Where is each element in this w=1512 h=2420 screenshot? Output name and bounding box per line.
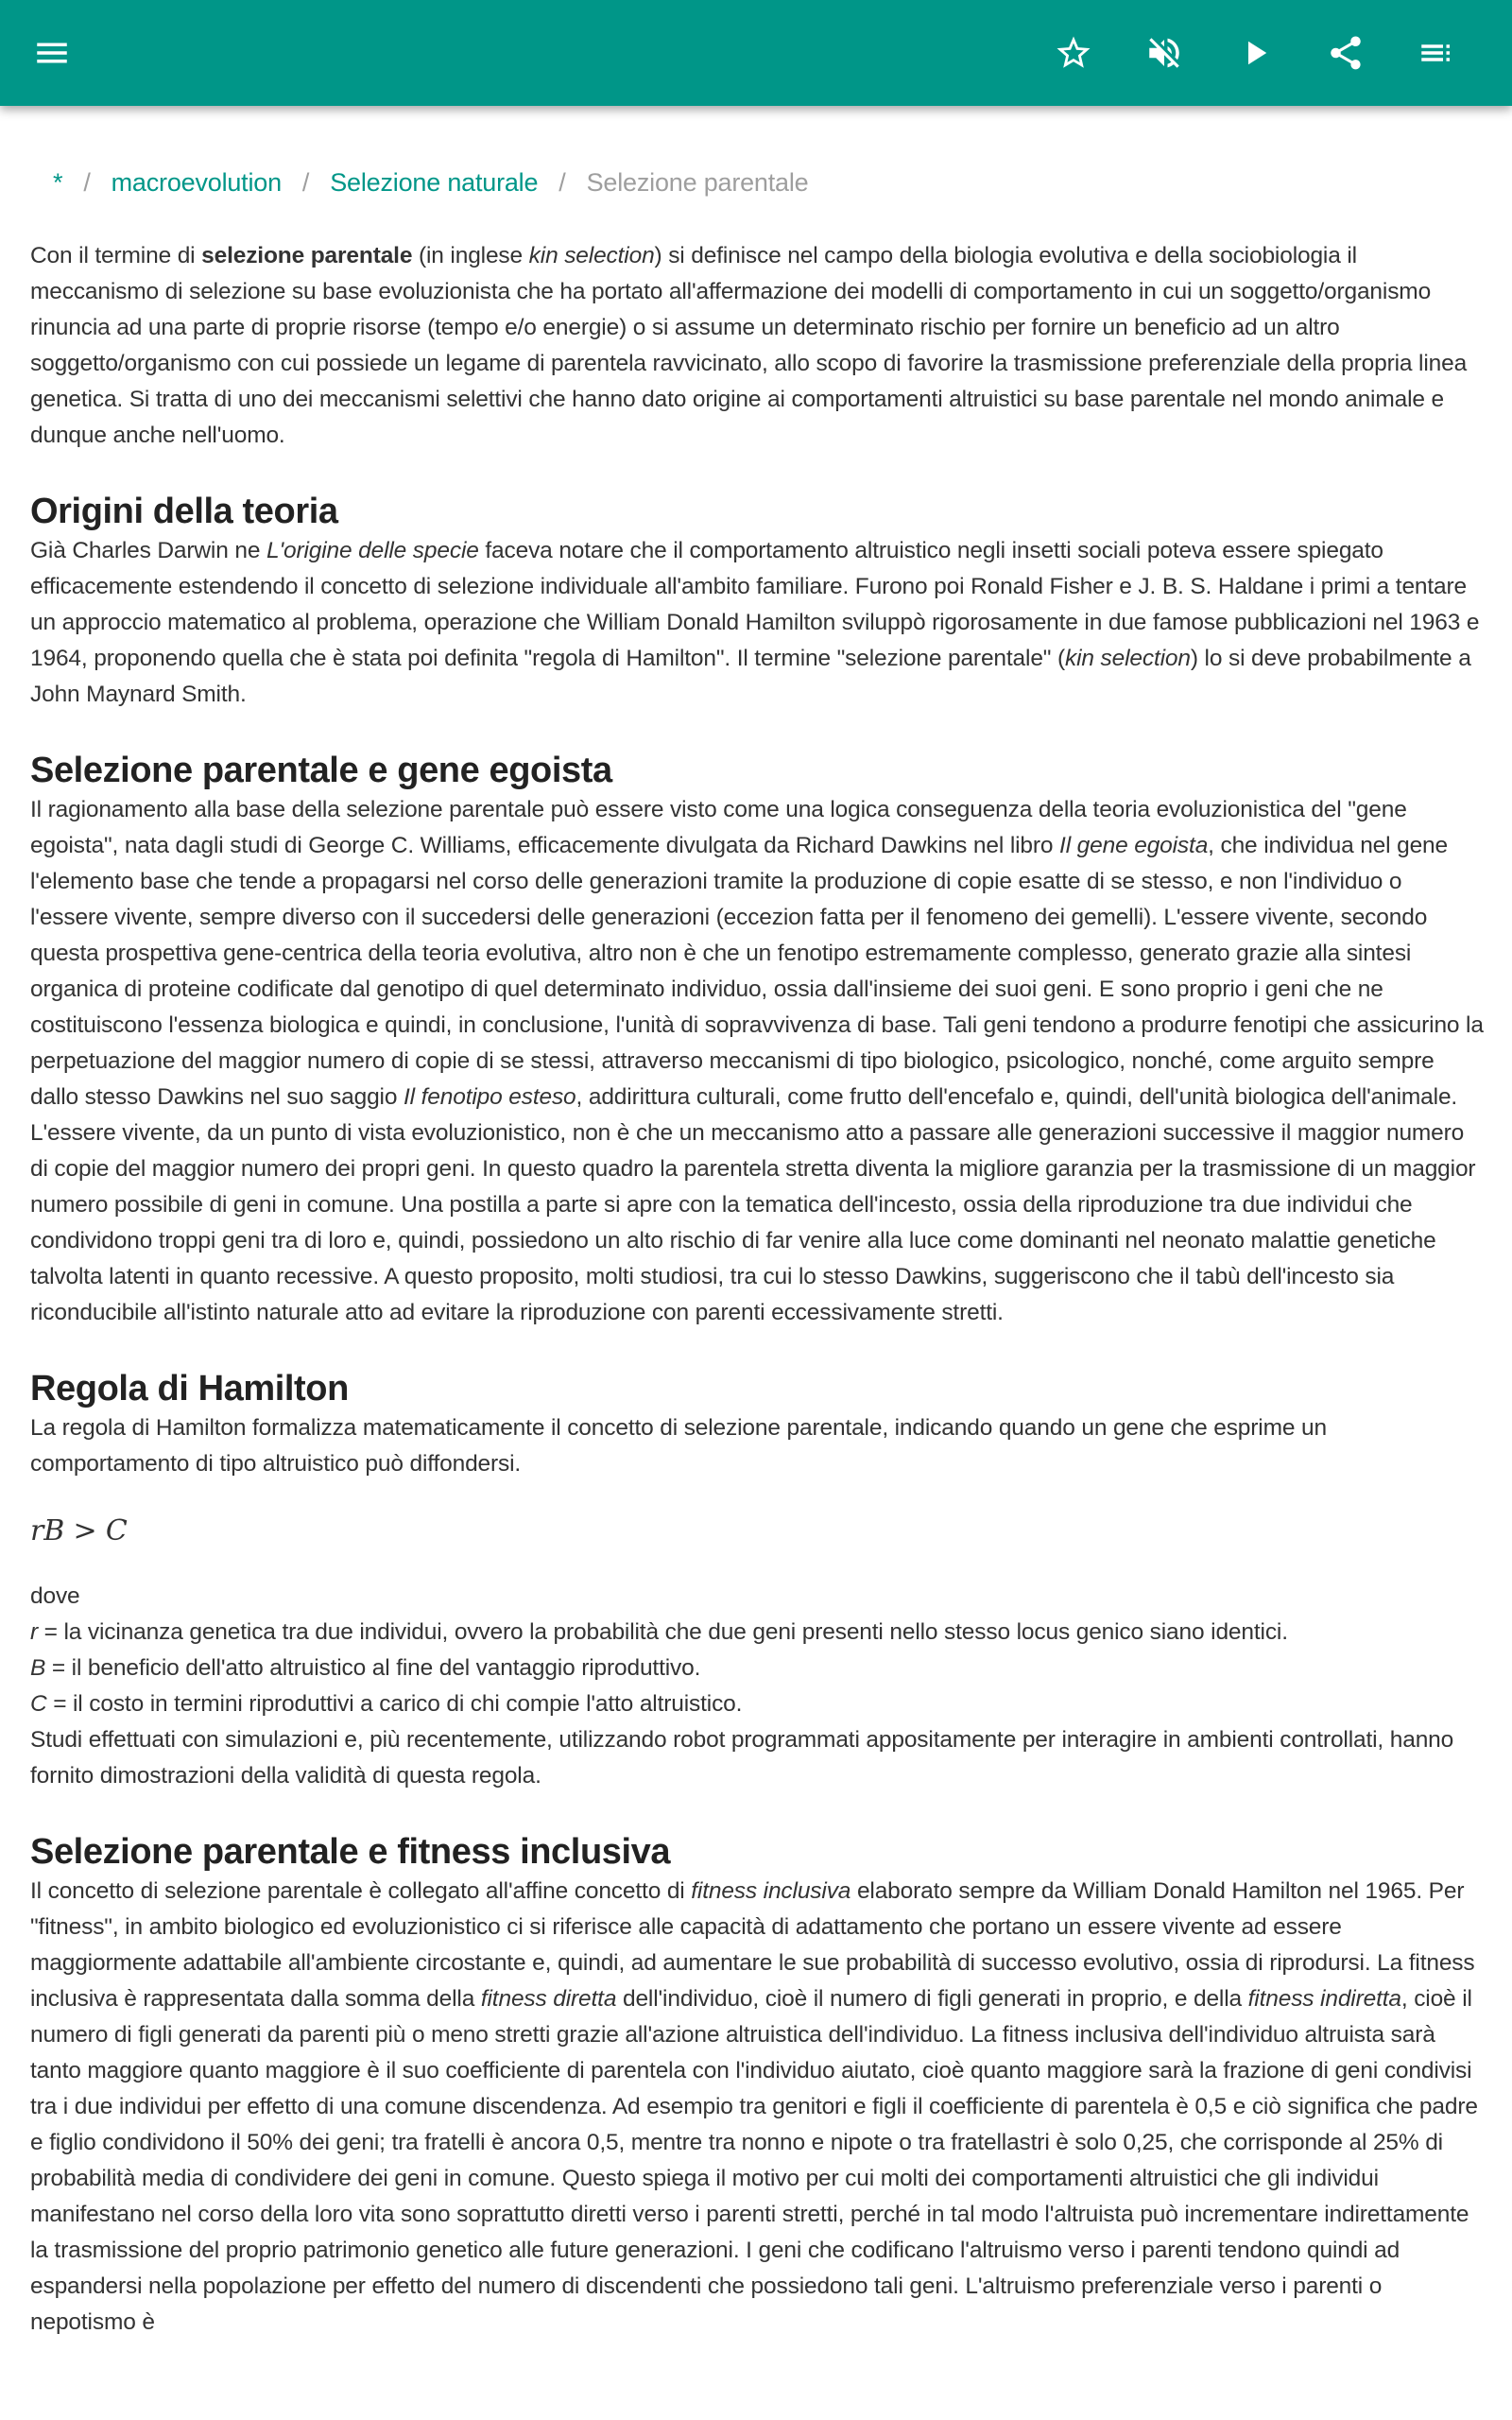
definition-symbol: C [30,1691,47,1717]
italic-term: fitness diretta [480,1986,617,2012]
italic-term: kin selection [1065,646,1191,671]
breadcrumb-current: Selezione parentale [586,168,809,197]
italic-term: Il gene egoista [1059,833,1209,858]
section-paragraph [30,792,1486,1331]
text: ) si definisce nel campo della biologia evolutiva e della sociobiologia il meccanismo di selezione su base evoluzionista che ha portato all'affermazione dei modelli di comportamento in cui un soggetto/organismo rinuncia ad una parte di proprie risorse (tempo e/o energie) o si assume un determinato rischio per fornire un beneficio ad un altro soggetto/organismo con cui possiede un legame di parentela ravvicinato, allo scopo di favorire la trasmissione preferenziale della propria linea genetica. Si tratta di uno dei meccanismi selettivi che hanno dato origine ai comportamenti altruistici su base parentale nel mondo animale e dunque anche nell'uomo. [30,243,1468,448]
italic-term: Il fenotipo esteso [404,1084,576,1110]
section-origini [30,490,1486,713]
definition-symbol: B [30,1655,46,1681]
text: Con il termine di [30,243,202,268]
formula-rhs: C [105,1514,128,1547]
section-paragraph: La regola di Hamilton formalizza matematicamente il concetto di selezione parentale, indicando quando un gene che esprime un comportamento di tipo altruistico può diffondersi. [30,1415,1327,1477]
italic-term: kin selection [528,243,655,268]
definition-item [30,1686,1486,1722]
text: , addirittura culturali, come frutto dell'encefalo e, quindi, dell'unità biologica dell'animale. L'essere vivente, da un punto di vista evoluzionistico, non è che un meccanismo atto a passare alle generazioni successive il maggior numero di copie del maggior numero dei propri geni. In questo quadro la parentela stretta diventa la migliore garanzia per la trasmissione di un maggior numero possibile di geni in comune. Una postilla a parte si apre con la tematica dell'incesto, ossia della riproduzione tra due individui che condividono troppi geni tra di loro e, quindi, possiedono un alto rischio di far venire alla luce come dominanti nel neonato malattie genetiche talvolta latenti in quanto recessive. A questo proposito, molti studiosi, tra cui lo stesso Dawkins, suggeriscono che il tabù dell'incesto sia riconducibile all'istinto naturale atto ad evitare la riproduzione con parenti eccessivamente stretti. [30,1084,1476,1325]
breadcrumb-separator: / [83,168,91,197]
section-paragraph [30,533,1486,713]
definition-symbol: r [30,1619,39,1645]
volume-off-icon[interactable] [1138,26,1191,79]
text: Il ragionamento alla base della selezione parentale può essere visto come una logica conseguenza della teoria evoluzionistica del "gene egoista", nata dagli studi di George C. Williams, efficacemente divulgata da Richard Dawkins nel libro [30,797,1407,858]
text: ) lo si deve probabilmente a John Maynard Smith. [30,646,1471,707]
breadcrumb-separator: / [301,168,310,197]
text: elaborato sempre da William Donald Hamilton nel 1965. Per "fitness", in ambito biologico ed evoluzionistico ci si riferisce alle capacità di adattamento che portano un essere vivente ad essere maggiormente adattabile all'ambiente circostante e, quindi, ad aumentare le sue probabilità di successo evolutivo, ossia di riprodursi. La fitness inclusiva è rappresentata dalla somma della [30,1878,1475,2012]
section-heading: Selezione parentale e fitness inclusiva [30,1832,671,1872]
share-icon[interactable] [1319,26,1372,79]
section-regola-hamilton [30,1367,1486,1794]
app-bar [0,0,1512,106]
definition-item [30,1615,1486,1651]
dove-label: dove [30,1583,80,1609]
italic-term: fitness indiretta [1247,1986,1401,2012]
section-gene-egoista [30,749,1486,1331]
definition-text: = la vicinanza genetica tra due individui, ovvero la probabilità che due geni presenti nello stesso locus genico siano identici. [38,1619,1288,1645]
breadcrumb-separator: / [558,168,566,197]
breadcrumb-selezione-naturale[interactable]: Selezione naturale [330,168,539,197]
breadcrumb-home[interactable]: * [53,168,63,197]
intro-paragraph [30,238,1486,454]
hamilton-formula [30,1512,1486,1550]
text: (in inglese [412,243,529,268]
section-fitness-inclusiva [30,1830,1486,2341]
text: , cioè il numero di figli generati da parenti più o meno stretti grazie all'azione altruistica dell'individuo. La fitness inclusiva dell'individuo altruista sarà tanto maggiore quanto maggiore è il suo coefficiente di parentela con l'individuo aiutato, cioè quanto maggiore sarà la frazione di geni condivisi tra i due individui per effetto di una comune discendenza. Ad esempio tra genitori e figli il coefficiente di parentela è 0,5 e ciò significa che padre e figlio condividono il 50% dei geni; tra fratelli è ancora 0,5, mentre tra nonno e nipote o tra fratellastri è solo 0,25, che corrisponde al 25% di probabilità media di condividere dei geni in comune. Questo spiega il motivo per cui molti dei comportamenti altruistici che gli individui manifestano nel corso della loro vita sono soprattutto diretti verso i parenti stretti, perché in tal modo l'altruista può incrementare indirettamente la trasmissione del proprio patrimonio genetico alle future generazioni. I geni che codificano l'altruismo verso i parenti tendono quindi ad espandersi nella popolazione per effetto del numero di discendenti che possiedono tali geni. L'altruismo preferenziale verso i parenti o nepotismo è [30,1986,1478,2335]
text: faceva notare che il comportamento altruistico negli insetti sociali poteva essere spiegato efficacemente estendendo il concetto di selezione individuale all'ambito familiare. Furono poi Ronald Fisher e J. B. S. Haldane i primi a tentare un approccio matematico al problema, operazione che William Donald Hamilton sviluppò rigorosamente in due famose pubblicazioni nel 1963 e 1964, proponendo quella che è stata poi definita "regola di Hamilton". Il termine "selezione parentale" ( [30,538,1480,671]
text: , che individua nel gene l'elemento base che tende a propagarsi nel corso delle generazioni tramite la produzione di copie esatte di se stesso, e non l'individuo o l'essere vivente, sempre diverso con il succedersi delle generazioni (eccezion fatta per il fenomeno dei gemelli). L'essere vivente, secondo questa prospettiva gene-centrica della teoria evolutiva, altro non è che un fenotipo estremamente complesso, generato grazie alla sintesi organica di proteine codificate dal genotipo di quel determinato individuo, ossia dall'insieme dei suoi geni. E sono proprio i geni che ne costituiscono l'essenza biologica e quindi, in conclusione, l'unità di sopravvivenza di base. Tali geni tendono a produrre fenotipi che assicurino la perpetuazione del maggior numero di copie di se stessi, attraverso meccanismi di tipo biologico, psicologico, nonché, come arguito sempre dallo stesso Dawkins nel suo saggio [30,833,1484,1110]
italic-term: L'origine delle specie [266,538,479,563]
star-outline-icon[interactable] [1047,26,1100,79]
formula-operator: > [73,1514,97,1547]
text: Già Charles Darwin ne [30,538,266,563]
play-icon[interactable] [1228,26,1281,79]
section-heading: Selezione parentale e gene egoista [30,751,612,790]
text: Il concetto di selezione parentale è collegato all'affine concetto di [30,1878,692,1904]
section-paragraph: Studi effettuati con simulazioni e, più recentemente, utilizzando robot programmati appositamente per interagire in ambienti controllati, hanno fornito dimostrazioni della validità di questa regola. [30,1727,1454,1789]
breadcrumb [53,168,809,198]
italic-term: fitness inclusiva [691,1878,851,1904]
hamburger-menu-icon[interactable] [26,26,78,79]
text: dell'individuo, cioè il numero di figli generati in proprio, e della [616,1986,1248,2012]
article-content [30,238,1486,2341]
formula-lhs: rB [30,1514,65,1547]
section-heading: Origini della teoria [30,492,338,531]
definition-item [30,1651,1486,1686]
section-heading: Regola di Hamilton [30,1369,349,1409]
list-icon[interactable] [1410,26,1463,79]
breadcrumb-macroevolution[interactable]: macroevolution [111,168,282,197]
definition-text: = il beneficio dell'atto altruistico al fine del vantaggio riproduttivo. [45,1655,701,1681]
definition-text: = il costo in termini riproduttivi a carico di chi compie l'atto altruistico. [46,1691,743,1717]
section-paragraph [30,1874,1486,2341]
bold-term: selezione parentale [201,243,413,268]
